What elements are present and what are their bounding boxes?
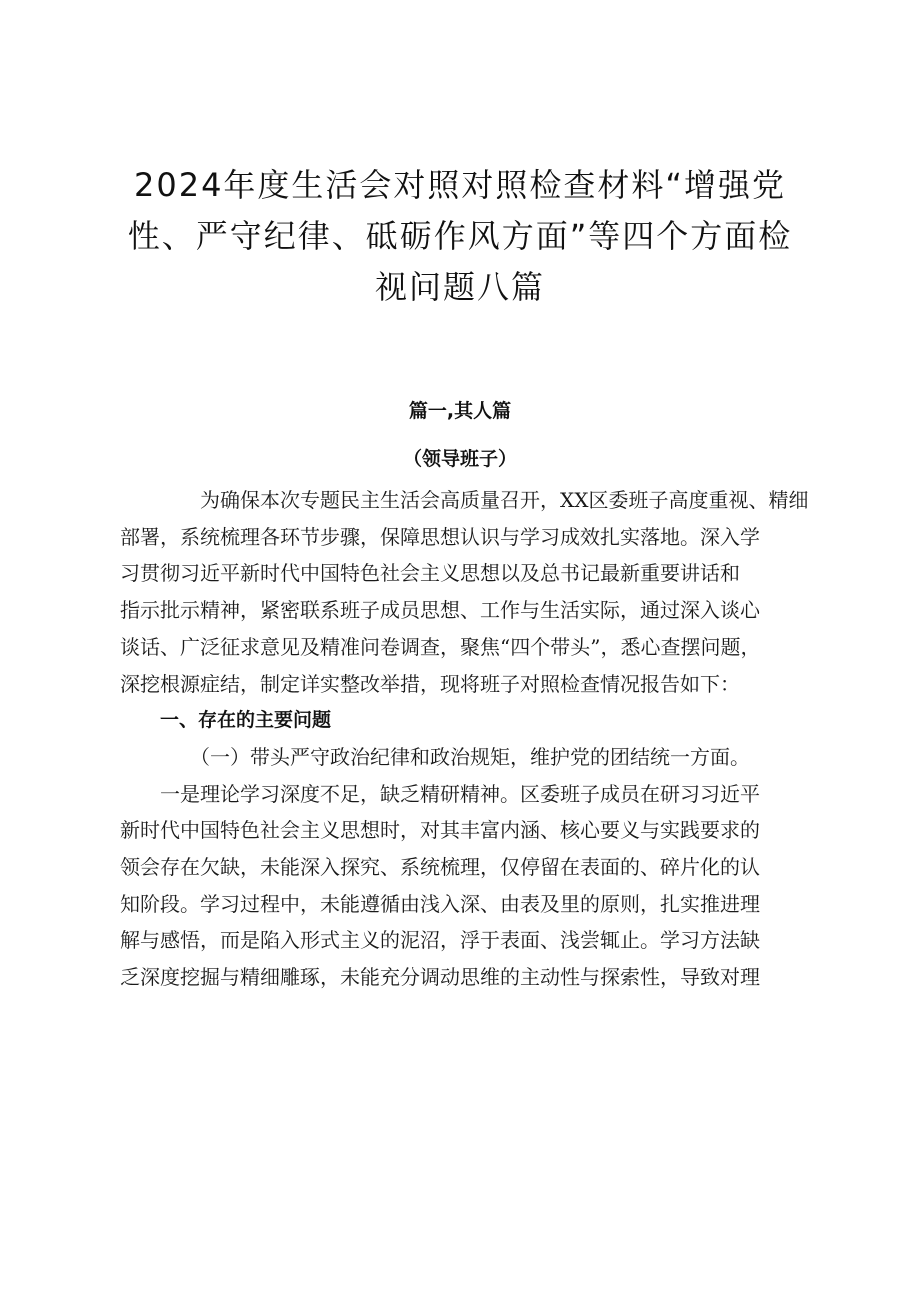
intro-paragraph [120,482,810,702]
intro-line: 谈话、广泛征求意见及精准问卷调查，聚焦“四个带头”，悉心查摆问题， [120,634,761,659]
issue-line: 解与感悟，而是陷入形式主义的泥沼，浮于表面、浅尝辄止。学习方法缺 [120,928,760,953]
intro-line: 深挖根源症结，制定详实整改举措，现将班子对照检查情况报告如下： [120,671,740,696]
issue-line: 领会存在欠缺，未能深入探究、系统梳理，仅停留在表面的、碎片化的认 [120,855,760,880]
part-heading: 篇一,其人篇 [408,400,512,422]
issue-line: 新时代中国特色社会主义思想时，对其丰富内涵、核心要义与实践要求的 [120,818,760,843]
body-text [120,482,810,996]
issue-paragraph [120,776,810,996]
issue-line: 一是理论学习深度不足，缺乏精研精神。区委班子成员在研习习近平 [160,781,760,806]
issue-line: 知阶段。学习过程中，未能遵循由浅入深、由表及里的原则，扎实推进理 [120,891,760,916]
part-subheading: （领导班子） [402,448,517,470]
section-heading-main-issues: 一、存在的主要问题 [160,709,332,732]
subsection-heading: （一）带头严守政治纪律和政治规矩，维护党的团结统一方面。 [190,744,750,769]
intro-line: 部署，系统梳理各环节步骤，保障思想认识与学习成效扎实落地。深入学 [120,524,760,549]
intro-line: 习贯彻习近平新时代中国特色社会主义思想以及总书记最新重要讲话和 [120,561,740,586]
title-line: 2024年度生活会对照对照检查材料“增强党 [133,166,787,204]
title-line: 视问题八篇 [374,268,545,306]
title-line: 性、严守纪律、砥砺作风方面”等四个方面检 [127,217,793,255]
intro-line: 指示批示精神，紧密联系班子成员思想、工作与生活实际，通过深入谈心 [120,598,760,623]
intro-line: 为确保本次专题民主生活会高质量召开，XX区委班子高度重视、精细 [200,488,809,512]
issue-line: 乏深度挖掘与精细雕琢，未能充分调动思维的主动性与探索性，导致对理 [120,965,760,990]
document-title [120,160,800,313]
